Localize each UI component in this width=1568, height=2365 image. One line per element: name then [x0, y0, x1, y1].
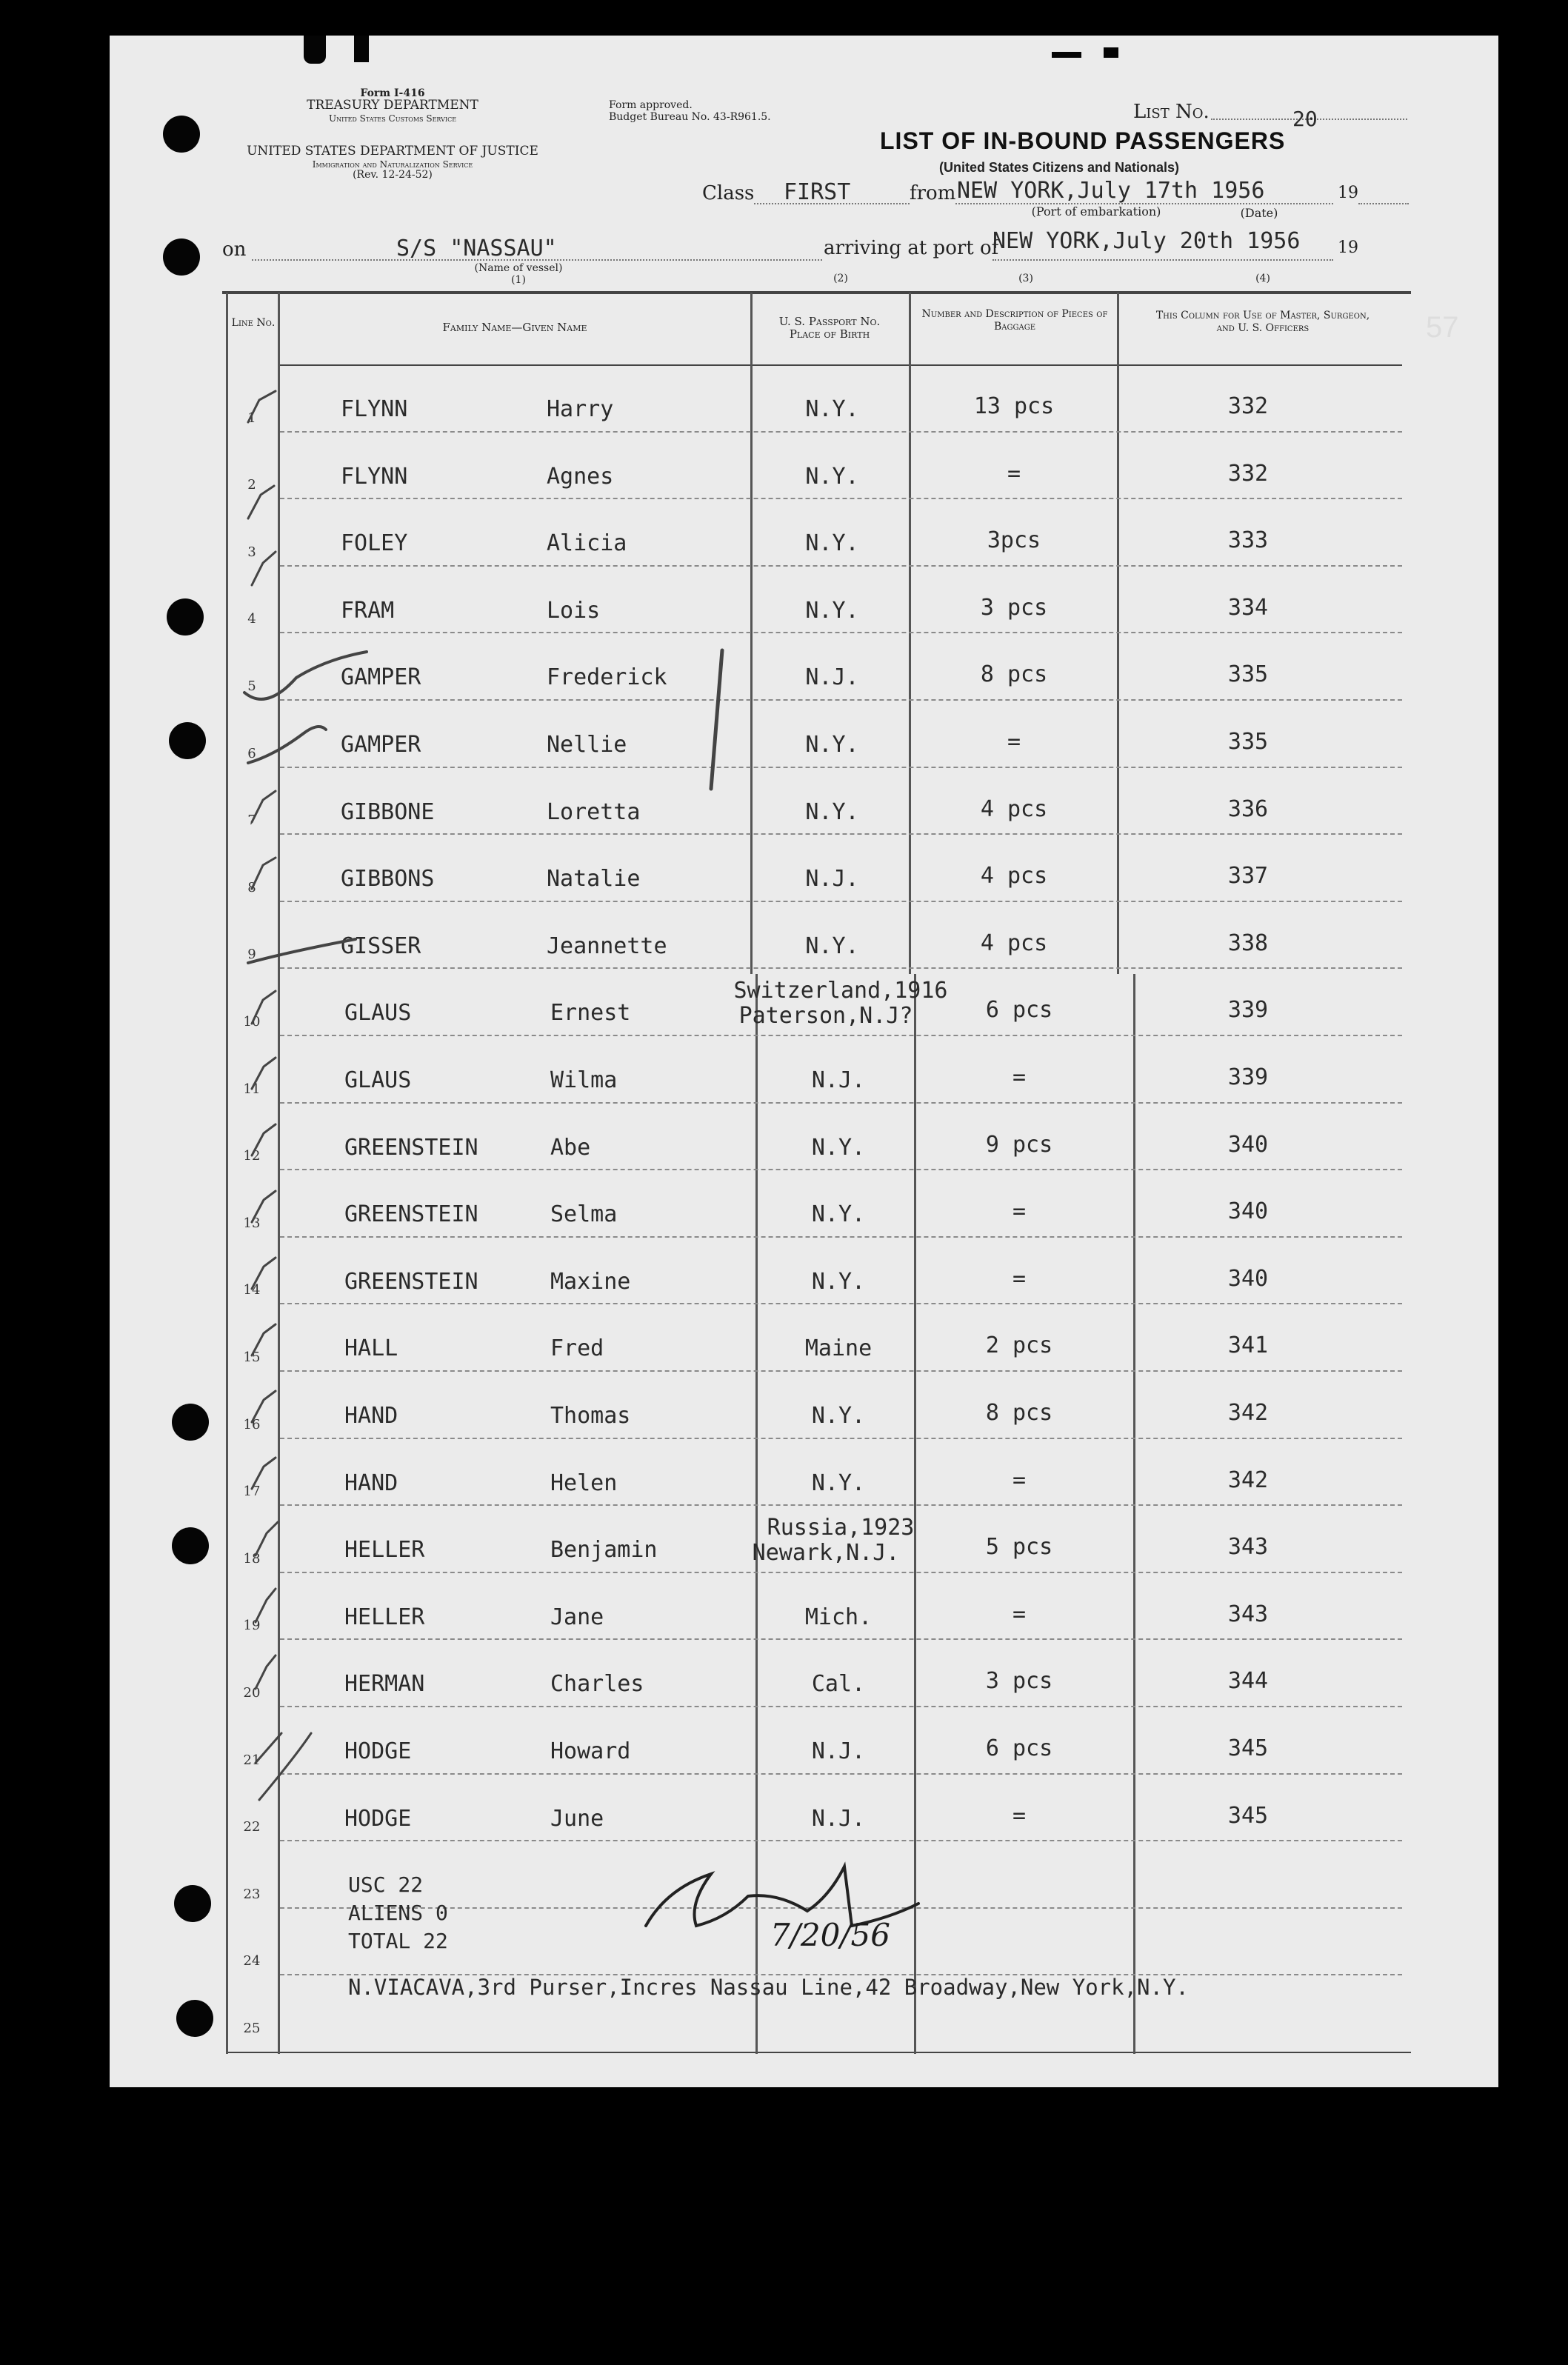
given-name: Fred — [550, 1335, 604, 1361]
line-number: 1 — [247, 410, 256, 426]
list-no-value: 20 — [1292, 107, 1318, 131]
place-of-birth: N.Y. — [805, 530, 859, 556]
given-name: June — [550, 1806, 604, 1832]
place-of-birth: N.Y. — [811, 1201, 866, 1227]
family-name: FLYNN — [341, 396, 408, 422]
line-number: 23 — [243, 1887, 261, 1902]
given-name: Ernest — [550, 1000, 631, 1026]
line-number: 2 — [247, 477, 256, 493]
baggage: 5 pcs — [985, 1534, 1053, 1560]
page-number: 57 — [1426, 311, 1459, 344]
year-prefix: 19 — [1338, 184, 1358, 202]
officer-code: 335 — [1227, 661, 1269, 687]
line-number: 14 — [243, 1282, 261, 1298]
vessel-caption-num: (1) — [511, 274, 526, 286]
baggage: = — [1007, 461, 1021, 487]
line-number: 16 — [243, 1417, 261, 1432]
place-of-birth: N.Y. — [811, 1403, 866, 1429]
caption-2: (2) — [833, 273, 848, 284]
officer-code: 340 — [1227, 1132, 1269, 1158]
given-name: Abe — [550, 1135, 591, 1161]
given-name: Maxine — [550, 1269, 631, 1295]
baggage: 4 pcs — [980, 796, 1048, 822]
officer-code: 340 — [1227, 1266, 1269, 1292]
class-value: FIRST — [784, 179, 851, 205]
given-name: Lois — [547, 598, 601, 624]
port-embarkation-caption: (Port of embarkation) — [1031, 204, 1161, 219]
form-title: LIST OF IN-BOUND PASSENGERS — [880, 127, 1286, 154]
family-name: HERMAN — [344, 1671, 425, 1697]
arriving-label: arriving at port of — [824, 237, 999, 259]
line-number: 18 — [243, 1551, 261, 1567]
vessel-caption: (Name of vessel) — [474, 262, 563, 274]
family-name: FOLEY — [341, 530, 408, 556]
place-of-birth: Cal. — [811, 1671, 866, 1697]
baggage: = — [1012, 1266, 1027, 1292]
customs-service: United States Customs Service — [328, 113, 457, 124]
given-name: Howard — [550, 1738, 631, 1764]
line-number: 9 — [247, 947, 256, 962]
family-name: GREENSTEIN — [344, 1135, 478, 1161]
baggage: 8 pcs — [980, 661, 1048, 687]
line-number: 8 — [247, 880, 256, 895]
line-number: 10 — [243, 1014, 261, 1030]
place-of-birth: N.J. — [811, 1806, 866, 1832]
budget-bureau: Budget Bureau No. 43-R961.5. — [609, 111, 771, 123]
place-of-birth: N.Y. — [805, 464, 859, 490]
line-number: 4 — [247, 611, 256, 627]
ins-service: Immigration and Naturalization Service — [312, 159, 473, 170]
baggage: = — [1012, 1064, 1027, 1090]
officer-code: 333 — [1227, 527, 1269, 553]
given-name: Helen — [550, 1470, 618, 1496]
place-of-birth: Mich. — [804, 1604, 873, 1630]
totals-total: TOTAL 22 — [348, 1929, 448, 1953]
family-name: FLYNN — [341, 464, 408, 490]
place-of-birth: N.Y. — [805, 396, 859, 422]
given-name: Harry — [547, 396, 614, 422]
given-name: Nellie — [547, 732, 627, 758]
place-of-birth: N.J. — [811, 1067, 866, 1093]
class-label: Class — [702, 182, 755, 204]
list-no-label: List No. — [1133, 101, 1210, 123]
officer-code: 342 — [1227, 1467, 1269, 1493]
line-number: 17 — [243, 1484, 261, 1499]
family-name: GIBBONE — [341, 799, 435, 825]
officer-code: 341 — [1227, 1332, 1269, 1358]
line-number: 15 — [243, 1350, 261, 1365]
family-name: HAND — [344, 1470, 398, 1496]
family-name: HELLER — [344, 1604, 425, 1630]
baggage: = — [1012, 1601, 1027, 1627]
officer-code: 338 — [1227, 930, 1269, 956]
officer-code: 332 — [1227, 461, 1269, 487]
family-name: HODGE — [344, 1806, 412, 1832]
given-name: Selma — [550, 1201, 618, 1227]
line-number: 21 — [243, 1752, 261, 1768]
given-name: Natalie — [547, 866, 641, 892]
line-number: 5 — [247, 678, 256, 694]
baggage: 6 pcs — [985, 997, 1053, 1023]
family-name: GIBBONS — [341, 866, 435, 892]
place-of-birth: N.Y. — [805, 732, 859, 758]
place-of-birth: N.Y. — [805, 598, 859, 624]
form-approved: Form approved. — [609, 99, 693, 111]
family-name: GAMPER — [341, 732, 421, 758]
col-header-baggage: Number and Description of Pieces of Baggage — [921, 308, 1108, 333]
given-name: Frederick — [547, 664, 667, 690]
line-number: 11 — [243, 1081, 261, 1097]
place-of-birth: N.Y. — [811, 1135, 866, 1161]
officer-code: 343 — [1227, 1601, 1269, 1627]
officer-code: 343 — [1227, 1534, 1269, 1560]
totals-usc: USC 22 — [348, 1872, 424, 1897]
place-of-birth: Russia,1923 — [767, 1515, 915, 1541]
form-number: Form I-416 — [360, 87, 425, 99]
baggage: 2 pcs — [985, 1332, 1053, 1358]
treasury-dept: TREASURY DEPARTMENT — [307, 98, 478, 113]
line-number: 19 — [243, 1618, 261, 1633]
family-name: HAND — [344, 1403, 398, 1429]
baggage: 4 pcs — [980, 863, 1048, 889]
family-name: GISSER — [341, 933, 421, 959]
officer-code: 335 — [1227, 729, 1269, 755]
place-of-birth: N.Y. — [805, 933, 859, 959]
family-name: HALL — [344, 1335, 398, 1361]
officer-code: 345 — [1227, 1803, 1269, 1829]
baggage: 13 pcs — [973, 393, 1055, 419]
place-of-birth: N.J. — [805, 664, 859, 690]
officer-code: 337 — [1227, 863, 1269, 889]
place-of-birth: N.Y. — [805, 799, 859, 825]
baggage: 9 pcs — [985, 1132, 1053, 1158]
place-of-birth: Switzerland,1916 — [733, 978, 948, 1004]
line-number: 12 — [243, 1148, 261, 1164]
revision: (Rev. 12-24-52) — [353, 169, 433, 181]
arrival-value: NEW YORK,July 20th 1956 — [992, 228, 1301, 254]
baggage: = — [1012, 1467, 1027, 1493]
officer-code: 344 — [1227, 1668, 1269, 1694]
given-name: Alicia — [547, 530, 627, 556]
baggage: 8 pcs — [985, 1400, 1053, 1426]
given-name: Benjamin — [550, 1537, 658, 1563]
officer-code: 345 — [1227, 1735, 1269, 1761]
totals-aliens: ALIENS 0 — [348, 1901, 448, 1925]
place-of-birth: N.J. — [811, 1738, 866, 1764]
col-header-name: Family Name—Given Name — [442, 321, 587, 334]
place-of-birth: Maine — [804, 1335, 873, 1361]
line-number: 24 — [243, 1953, 261, 1969]
signature-date: 7/20/56 — [770, 1917, 890, 1953]
from-value: NEW YORK,July 17th 1956 — [957, 178, 1265, 204]
family-name: FRAM — [341, 598, 395, 624]
on-label: on — [222, 238, 247, 261]
date-caption: (Date) — [1240, 206, 1278, 220]
line-number: 25 — [243, 2021, 261, 2036]
given-name: Loretta — [547, 799, 641, 825]
line-number: 20 — [243, 1685, 261, 1701]
officer-code: 339 — [1227, 997, 1269, 1023]
purser-line: N.VIACAVA,3rd Purser,Incres Nassau Line,42 Broadway,New York,N.Y. — [348, 1975, 1189, 2000]
caption-4: (4) — [1255, 273, 1270, 284]
given-name: Agnes — [547, 464, 614, 490]
family-name: GREENSTEIN — [344, 1269, 478, 1295]
given-name: Thomas — [550, 1403, 631, 1429]
family-name: GLAUS — [344, 1000, 412, 1026]
place-of-birth-2: Newark,N.J. — [752, 1540, 900, 1566]
col-header-officers: This Column for Use of Master, Surgeon, and U. S. Officers — [1155, 310, 1370, 334]
officer-code: 342 — [1227, 1400, 1269, 1426]
line-number: 13 — [243, 1215, 261, 1231]
officer-code: 334 — [1227, 595, 1269, 621]
line-number: 3 — [247, 544, 256, 560]
officer-code: 332 — [1227, 393, 1269, 419]
baggage: 3pcs — [987, 527, 1041, 553]
line-number: 6 — [247, 746, 256, 761]
form-subtitle: (United States Citizens and Nationals) — [938, 160, 1180, 175]
justice-dept: UNITED STATES DEPARTMENT OF JUSTICE — [247, 144, 538, 159]
family-name: GAMPER — [341, 664, 421, 690]
baggage: 6 pcs — [985, 1735, 1053, 1761]
place-of-birth: N.Y. — [811, 1269, 866, 1295]
family-name: HELLER — [344, 1537, 425, 1563]
baggage: 4 pcs — [980, 930, 1048, 956]
family-name: GREENSTEIN — [344, 1201, 478, 1227]
col-header-line-no: Line No. — [231, 317, 276, 329]
place-of-birth: N.J. — [805, 866, 859, 892]
from-label: from — [910, 182, 956, 204]
caption-3: (3) — [1018, 273, 1033, 284]
baggage: 3 pcs — [980, 595, 1048, 621]
place-of-birth: N.Y. — [811, 1470, 866, 1496]
line-number: 7 — [247, 813, 256, 828]
family-name: HODGE — [344, 1738, 412, 1764]
baggage: = — [1012, 1198, 1027, 1224]
officer-code: 339 — [1227, 1064, 1269, 1090]
baggage: = — [1007, 729, 1021, 755]
line-number: 22 — [243, 1819, 261, 1835]
place-of-birth-2: Paterson,N.J? — [738, 1003, 913, 1029]
year-prefix-2: 19 — [1338, 238, 1358, 257]
given-name: Charles — [550, 1671, 644, 1697]
col-header-passport: U. S. Passport No. Place of Birth — [778, 315, 881, 341]
family-name: GLAUS — [344, 1067, 412, 1093]
vessel-name: S/S "NASSAU" — [396, 236, 557, 261]
baggage: 3 pcs — [985, 1668, 1053, 1694]
baggage: = — [1012, 1803, 1027, 1829]
officer-code: 340 — [1227, 1198, 1269, 1224]
given-name: Wilma — [550, 1067, 618, 1093]
given-name: Jane — [550, 1604, 604, 1630]
officer-code: 336 — [1227, 796, 1269, 822]
given-name: Jeannette — [547, 933, 667, 959]
